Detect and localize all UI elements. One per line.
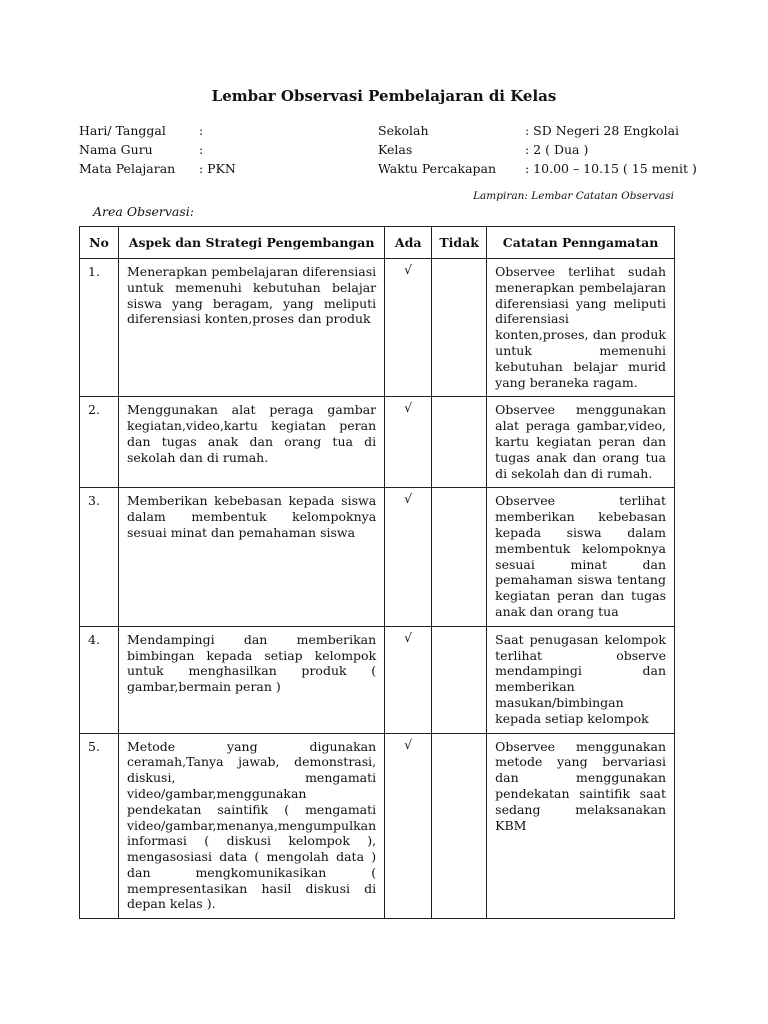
- header-tidak: Tidak: [432, 227, 487, 259]
- check-mark: √: [385, 397, 432, 488]
- info-row-sekolah: [378, 121, 697, 140]
- table-row: [80, 626, 675, 733]
- row-tidak: [432, 626, 487, 733]
- info-row-waktu: [378, 159, 697, 178]
- row-no: 5.: [80, 733, 119, 919]
- table-row: [80, 397, 675, 488]
- row-tidak: [432, 259, 487, 397]
- row-catatan: Observee menggunakan metode yang bervariasi dan menggunakan pendekatan saintifik saat sedang melaksanakan KBM: [487, 733, 675, 919]
- info-value: :: [199, 123, 204, 138]
- row-tidak: [432, 488, 487, 626]
- row-catatan: Observee menggunakan alat peraga gambar,video, kartu kegiatan peran dan tugas anak dan orang tua di sekolah dan di rumah.: [487, 397, 675, 488]
- right-info: [378, 121, 697, 178]
- row-aspek: Menggunakan alat peraga gambar kegiatan,video,kartu kegiatan peran dan tugas anak dan orang tua di sekolah dan di rumah.: [119, 397, 385, 488]
- left-info: [79, 121, 236, 178]
- row-aspek: Metode yang digunakan ceramah,Tanya jawab, demonstrasi, diskusi, mengamati video/gambar,menggunakan pendekatan saintifik ( mengamati video/gambar,menanya,mengumpulkan informasi ( diskusi kelompok ), mengasosiasi data ( mengolah data ) dan mengkomunikasikan ( mempresentasikan hasil diskusi di depan kelas ).: [119, 733, 385, 919]
- row-aspek: Memberikan kebebasan kepada siswa dalam membentuk kelompoknya sesuai minat dan pemahaman siswa: [119, 488, 385, 626]
- row-tidak: [432, 733, 487, 919]
- check-mark: √: [385, 488, 432, 626]
- info-label: Sekolah: [378, 123, 429, 138]
- row-no: 4.: [80, 626, 119, 733]
- header-aspek: Aspek dan Strategi Pengembangan: [119, 227, 385, 259]
- info-row-mapel: [79, 159, 236, 178]
- info-label: Hari/ Tanggal: [79, 123, 166, 138]
- info-row-kelas: [378, 140, 697, 159]
- info-label: Kelas: [378, 142, 413, 157]
- row-catatan: Observee terlihat memberikan kebebasan kepada siswa dalam membentuk kelompoknya sesuai minat dan pemahaman siswa tentang kegiatan peran dan tugas anak dan orang tua: [487, 488, 675, 626]
- table-row: [80, 259, 675, 397]
- info-value: : SD Negeri 28 Engkolai: [525, 123, 680, 138]
- info-row-hari: [79, 121, 236, 140]
- header-catatan: Catatan Penngamatan: [487, 227, 675, 259]
- row-aspek: Menerapkan pembelajaran diferensiasi untuk memenuhi kebutuhan belajar siswa yang beragam, yang meliputi diferensiasi konten,proses dan produk: [119, 259, 385, 397]
- info-label: Waktu Percakapan: [378, 161, 497, 176]
- lampiran-note: Lampiran: Lembar Catatan Observasi: [473, 190, 674, 202]
- info-value: : 10.00 – 10.15 ( 15 menit ): [525, 161, 697, 176]
- row-catatan: Observee terlihat sudah menerapkan pembelajaran diferensiasi yang meliputi diferensiasi konten,proses, dan produk untuk memenuhi kebutuhan belajar murid yang beraneka ragam.: [487, 259, 675, 397]
- info-label: Mata Pelajaran: [79, 161, 176, 176]
- row-no: 2.: [80, 397, 119, 488]
- info-row-guru: [79, 140, 236, 159]
- info-value: : 2 ( Dua ): [525, 142, 589, 157]
- table-row: [80, 733, 675, 919]
- check-mark: √: [385, 733, 432, 919]
- info-label: Nama Guru: [79, 142, 153, 157]
- row-no: 3.: [80, 488, 119, 626]
- check-mark: √: [385, 259, 432, 397]
- row-catatan: Saat penugasan kelompok terlihat observe mendampingi dan memberikan masukan/bimbingan kepada setiap kelompok: [487, 626, 675, 733]
- row-tidak: [432, 397, 487, 488]
- table-header-row: [80, 227, 675, 259]
- row-no: 1.: [80, 259, 119, 397]
- page-title: Lembar Observasi Pembelajaran di Kelas: [211, 87, 557, 105]
- check-mark: √: [385, 626, 432, 733]
- header-no: No: [80, 227, 119, 259]
- info-value: : PKN: [199, 161, 236, 176]
- table-row: [80, 488, 675, 626]
- area-label: Area Observasi:: [93, 204, 195, 219]
- info-value: :: [199, 142, 204, 157]
- header-ada: Ada: [385, 227, 432, 259]
- row-aspek: Mendampingi dan memberikan bimbingan kepada setiap kelompok untuk menghasilkan produk ( gambar,bermain peran ): [119, 626, 385, 733]
- observation-table: [79, 226, 675, 919]
